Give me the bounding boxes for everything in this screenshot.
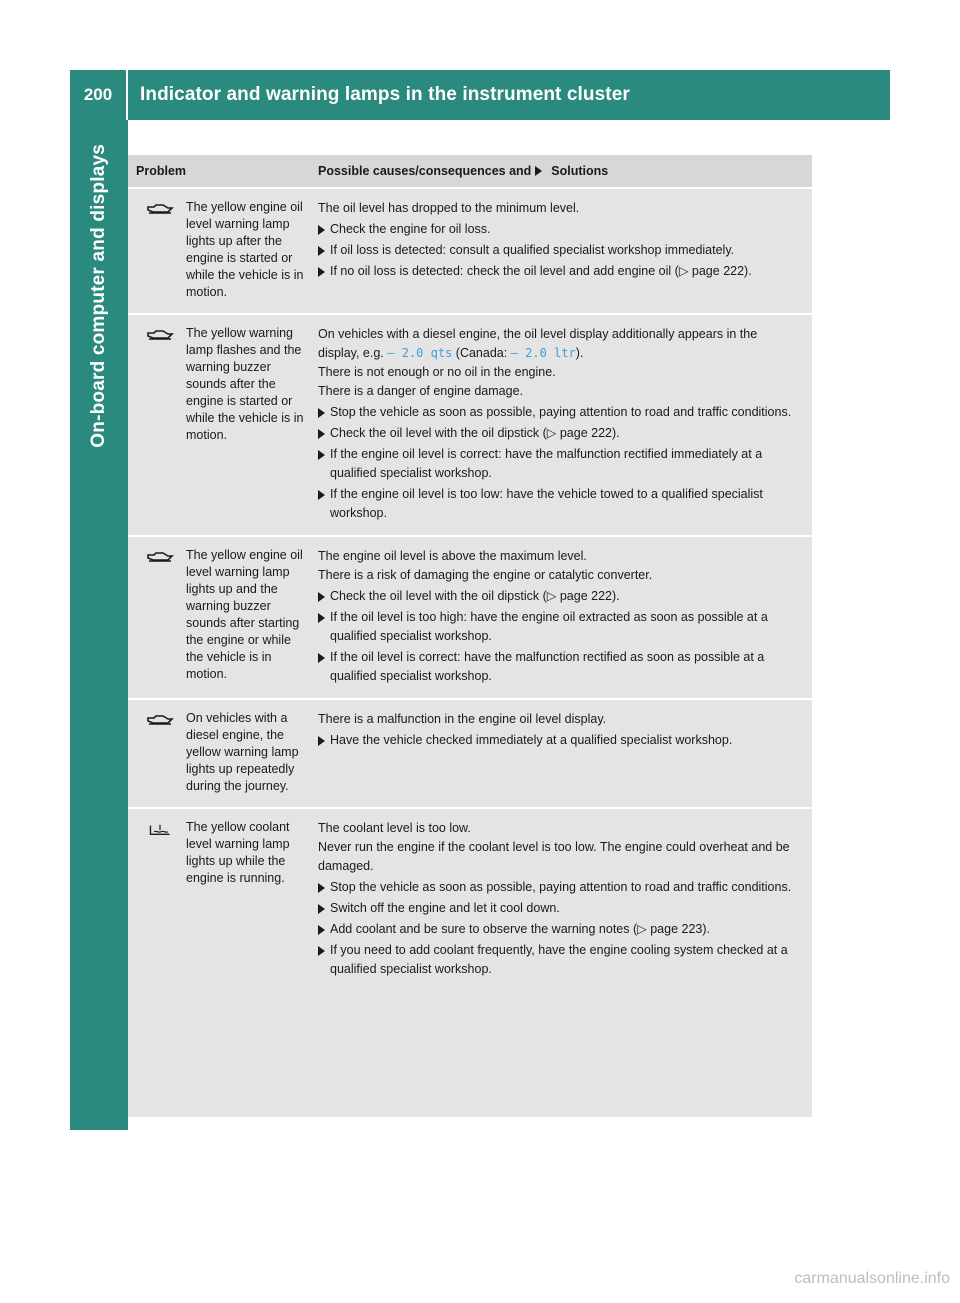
list-item [318, 608, 800, 646]
list-item-text: Have the vehicle checked immediately at a qualified specialist workshop. [330, 733, 733, 747]
list-item-text: Stop the vehicle as soon as possible, paying attention to road and traffic conditions. [330, 405, 792, 419]
list-item-text: Check the engine for oil loss. [330, 222, 491, 236]
arrow-icon [535, 166, 547, 176]
arrow-icon [318, 220, 330, 239]
problem-text: The yellow engine oil level warning lamp lights up and the warning buzzer sounds after starting the engine or while the vehicle is in motion. [186, 548, 303, 681]
oil-level-icon [136, 710, 184, 795]
list-item-text: Stop the vehicle as soon as possible, paying attention to road and traffic conditions. [330, 880, 792, 894]
chapter-title: Indicator and warning lamps in the instrument cluster [140, 84, 630, 105]
column-header-solution-pre: Possible causes/consequences and [318, 164, 532, 178]
list-item-text: Add coolant and be sure to observe the warning notes (▷ page 223). [330, 922, 710, 936]
solution-intro-text: On vehicles with a diesel engine, the oil level display additionally appears in the display, e.g. [318, 327, 758, 360]
list-item [318, 485, 800, 523]
oil-level-icon [136, 325, 184, 523]
arrow-icon [318, 648, 330, 686]
solution-intro-text: ). [575, 346, 584, 360]
side-tab-label-wrap [70, 120, 128, 620]
column-header-problem: Problem [136, 164, 187, 178]
list-item [318, 899, 800, 918]
list-item [318, 587, 800, 606]
solution-cell [316, 700, 812, 807]
list-item-text: If no oil loss is detected: check the oil level and add engine oil (▷ page 222). [330, 264, 752, 278]
column-header-solution [316, 164, 812, 178]
list-item [318, 731, 800, 750]
list-item-text: If the oil level is correct: have the malfunction rectified as soon as possible at a qualified specialist workshop. [330, 650, 765, 683]
table-row [128, 700, 812, 809]
list-item [318, 920, 800, 939]
arrow-icon [318, 587, 330, 606]
arrow-icon [318, 941, 330, 979]
arrow-icon [318, 403, 330, 422]
table-row [128, 809, 812, 991]
page-number: 200 [70, 70, 128, 120]
table-header-row [128, 155, 812, 189]
problem-cell [128, 189, 316, 313]
problem-text: The yellow engine oil level warning lamp lights up after the engine is started or while the vehicle is in motion. [186, 200, 304, 299]
list-item-text: If oil loss is detected: consult a qualified specialist workshop immediately. [330, 243, 735, 257]
list-item [318, 878, 800, 897]
problem-cell [128, 809, 316, 991]
solution-paragraph: Never run the engine if the coolant level is too low. The engine could overheat and be damaged. [318, 840, 790, 873]
display-message-code: – 2.0 ltr [510, 346, 576, 360]
arrow-icon [318, 262, 330, 281]
list-item-text: If the oil level is too high: have the engine oil extracted as soon as possible at a qualified specialist workshop. [330, 610, 768, 643]
list-item-text: If the engine oil level is too low: have the vehicle towed to a qualified specialist workshop. [330, 487, 763, 520]
solution-intro: There is a malfunction in the engine oil level display. [318, 712, 607, 726]
problem-solution-table [128, 155, 812, 1117]
list-item [318, 403, 800, 422]
solution-intro: The coolant level is too low. [318, 821, 471, 835]
page-header [70, 70, 890, 120]
problem-text: On vehicles with a diesel engine, the yellow warning lamp lights up repeatedly during the journey. [186, 711, 299, 793]
list-item-text: Check the oil level with the oil dipstick (▷ page 222). [330, 589, 620, 603]
list-item [318, 262, 800, 281]
table-row [128, 315, 812, 537]
solution-cell [316, 537, 812, 698]
arrow-icon [318, 241, 330, 260]
table-row [128, 537, 812, 700]
problem-cell [128, 537, 316, 698]
column-header-solution-post: Solutions [551, 164, 609, 178]
list-item [318, 648, 800, 686]
problem-cell [128, 315, 316, 535]
arrow-icon [318, 899, 330, 918]
list-item [318, 220, 800, 239]
solution-intro-text: (Canada: [455, 346, 508, 360]
list-item [318, 241, 800, 260]
arrow-icon [318, 731, 330, 750]
arrow-icon [318, 485, 330, 523]
solution-cell [316, 809, 812, 991]
solution-cell [316, 189, 812, 313]
solution-paragraph: There is a risk of damaging the engine or catalytic converter. [318, 568, 653, 582]
list-item [318, 941, 800, 979]
list-item-text: Check the oil level with the oil dipstick (▷ page 222). [330, 426, 620, 440]
solution-intro: The oil level has dropped to the minimum level. [318, 201, 580, 215]
arrow-icon [318, 878, 330, 897]
solution-paragraph: There is not enough or no oil in the engine. [318, 365, 556, 379]
coolant-level-icon [136, 819, 184, 979]
solution-intro: The engine oil level is above the maximum level. [318, 549, 587, 563]
display-message-code: – 2.0 qts [387, 346, 453, 360]
side-tab-label: On-board computer and displays [88, 144, 109, 448]
side-tab [70, 120, 128, 1130]
solution-intro [318, 325, 800, 363]
list-item [318, 424, 800, 443]
problem-cell [128, 700, 316, 807]
solution-paragraph: There is a danger of engine damage. [318, 384, 523, 398]
solution-cell [316, 315, 812, 535]
problem-text: The yellow warning lamp flashes and the warning buzzer sounds after the engine is started or while the vehicle is in motion. [186, 326, 304, 442]
list-item [318, 445, 800, 483]
footer-watermark: carmanualsonline.info [794, 1270, 950, 1287]
arrow-icon [318, 445, 330, 483]
table-row [128, 189, 812, 315]
list-item-text: If you need to add coolant frequently, have the engine cooling system checked at a qualified specialist workshop. [330, 943, 788, 976]
arrow-icon [318, 920, 330, 939]
arrow-icon [318, 608, 330, 646]
arrow-icon [318, 424, 330, 443]
oil-level-icon [136, 547, 184, 686]
list-item-text: If the engine oil level is correct: have the malfunction rectified immediately at a qualified specialist workshop. [330, 447, 763, 480]
problem-text: The yellow coolant level warning lamp lights up while the engine is running. [186, 820, 290, 885]
oil-level-icon [136, 199, 184, 301]
list-item-text: Switch off the engine and let it cool down. [330, 901, 560, 915]
